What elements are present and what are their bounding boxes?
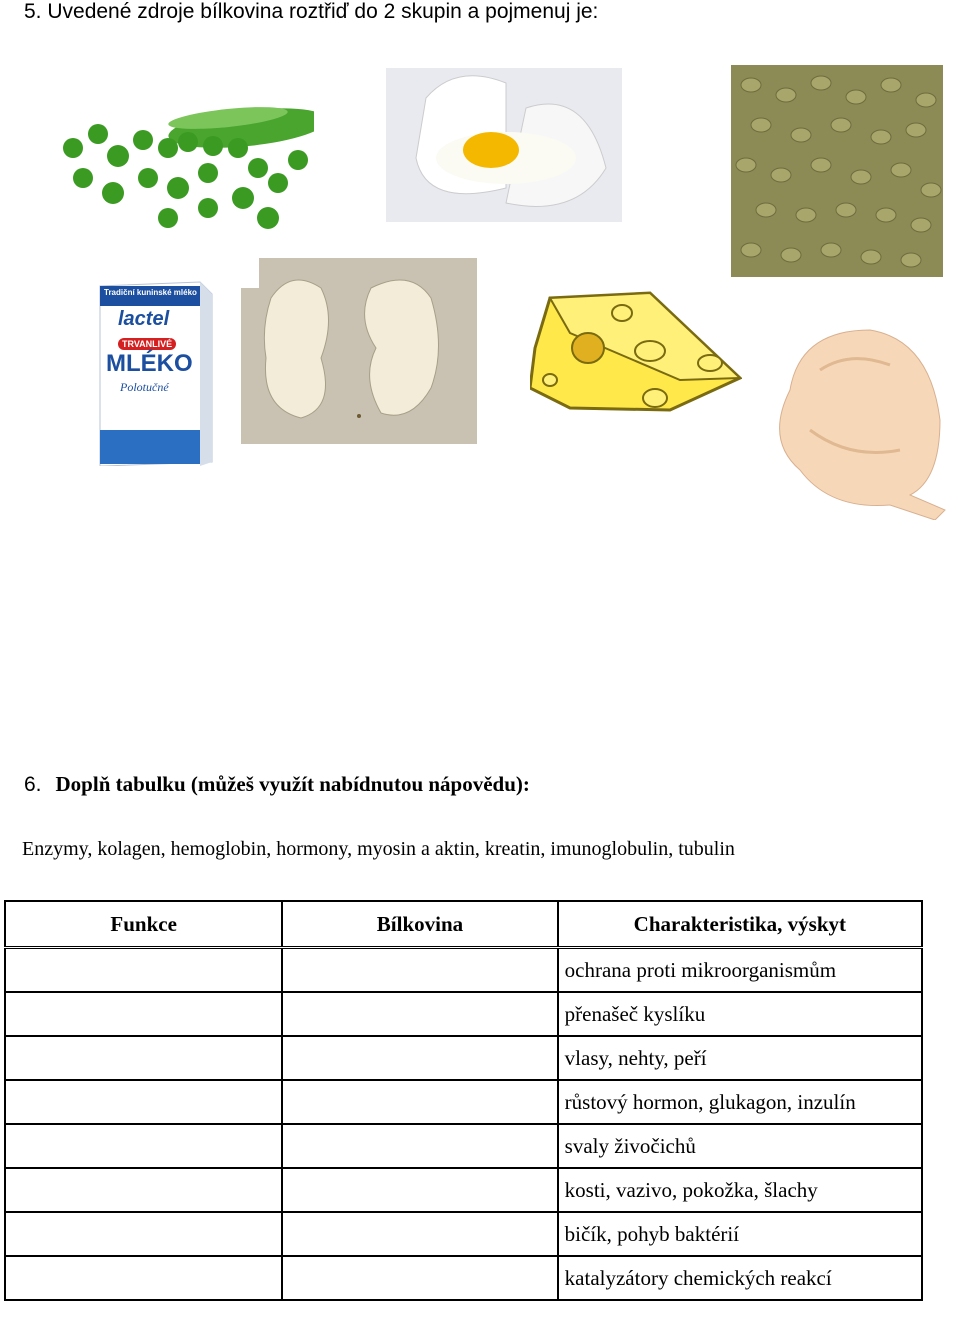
charakteristika-cell: bičík, pohyb baktérií [558,1212,922,1256]
protein-table [4,900,923,1301]
bilkovina-cell[interactable] [282,1036,557,1080]
table-row [5,1212,922,1256]
egg-image [386,68,622,222]
question-6 [24,772,530,797]
lentils-image [731,65,943,277]
bilkovina-cell[interactable] [282,1212,557,1256]
funkce-cell[interactable] [5,1080,282,1124]
table-row [5,1080,922,1124]
hint-list: Enzymy, kolagen, hemoglobin, hormony, myosin a aktin, kreatin, imunoglobulin, tubulin [22,838,735,860]
table-row [5,1124,922,1168]
charakteristika-cell: svaly živočichů [558,1124,922,1168]
carton-badge: TRVANLIVÉ [118,338,176,350]
bilkovina-cell[interactable] [282,948,557,993]
question-6-text: Doplň tabulku (můžeš využít nabídnutou nápovědu): [55,772,530,796]
bilkovina-cell[interactable] [282,1080,557,1124]
question-6-number: 6. [24,773,42,796]
carton-sub: Polotučné [120,380,169,394]
funkce-cell[interactable] [5,1212,282,1256]
bilkovina-cell[interactable] [282,992,557,1036]
funkce-cell[interactable] [5,1124,282,1168]
charakteristika-cell: vlasy, nehty, peří [558,1036,922,1080]
header-funkce: Funkce [5,901,282,948]
header-bilkovina: Bílkovina [282,901,557,948]
funkce-cell[interactable] [5,1168,282,1212]
raw-chicken-image [760,310,950,520]
table-row [5,948,922,993]
peas-image [58,68,314,238]
table-row [5,1036,922,1080]
charakteristika-cell: růstový hormon, glukagon, inzulín [558,1080,922,1124]
bilkovina-cell[interactable] [282,1168,557,1212]
milk-carton-image [96,280,216,466]
table-row [5,1256,922,1300]
carton-label: MLÉKO [106,350,193,377]
charakteristika-cell: kosti, vazivo, pokožka, šlachy [558,1168,922,1212]
funkce-cell[interactable] [5,992,282,1036]
question-5: 5. Uvedené zdroje bílkovina roztřiď do 2 skupin a pojmenuj je: [24,0,599,23]
funkce-cell[interactable] [5,948,282,993]
charakteristika-cell: ochrana proti mikroorganismům [558,948,922,993]
carton-brand: lactel [118,308,170,330]
funkce-cell[interactable] [5,1256,282,1300]
charakteristika-cell: přenašeč kyslíku [558,992,922,1036]
beans-image [241,258,477,444]
carton-top-text: Tradiční kuninské mléko [104,288,197,297]
table-header-row [5,901,922,948]
header-charakteristika: Charakteristika, výskyt [558,901,922,948]
cheese-image [530,288,742,413]
table-row [5,1168,922,1212]
funkce-cell[interactable] [5,1036,282,1080]
table-row [5,992,922,1036]
charakteristika-cell: katalyzátory chemických reakcí [558,1256,922,1300]
bilkovina-cell[interactable] [282,1256,557,1300]
bilkovina-cell[interactable] [282,1124,557,1168]
